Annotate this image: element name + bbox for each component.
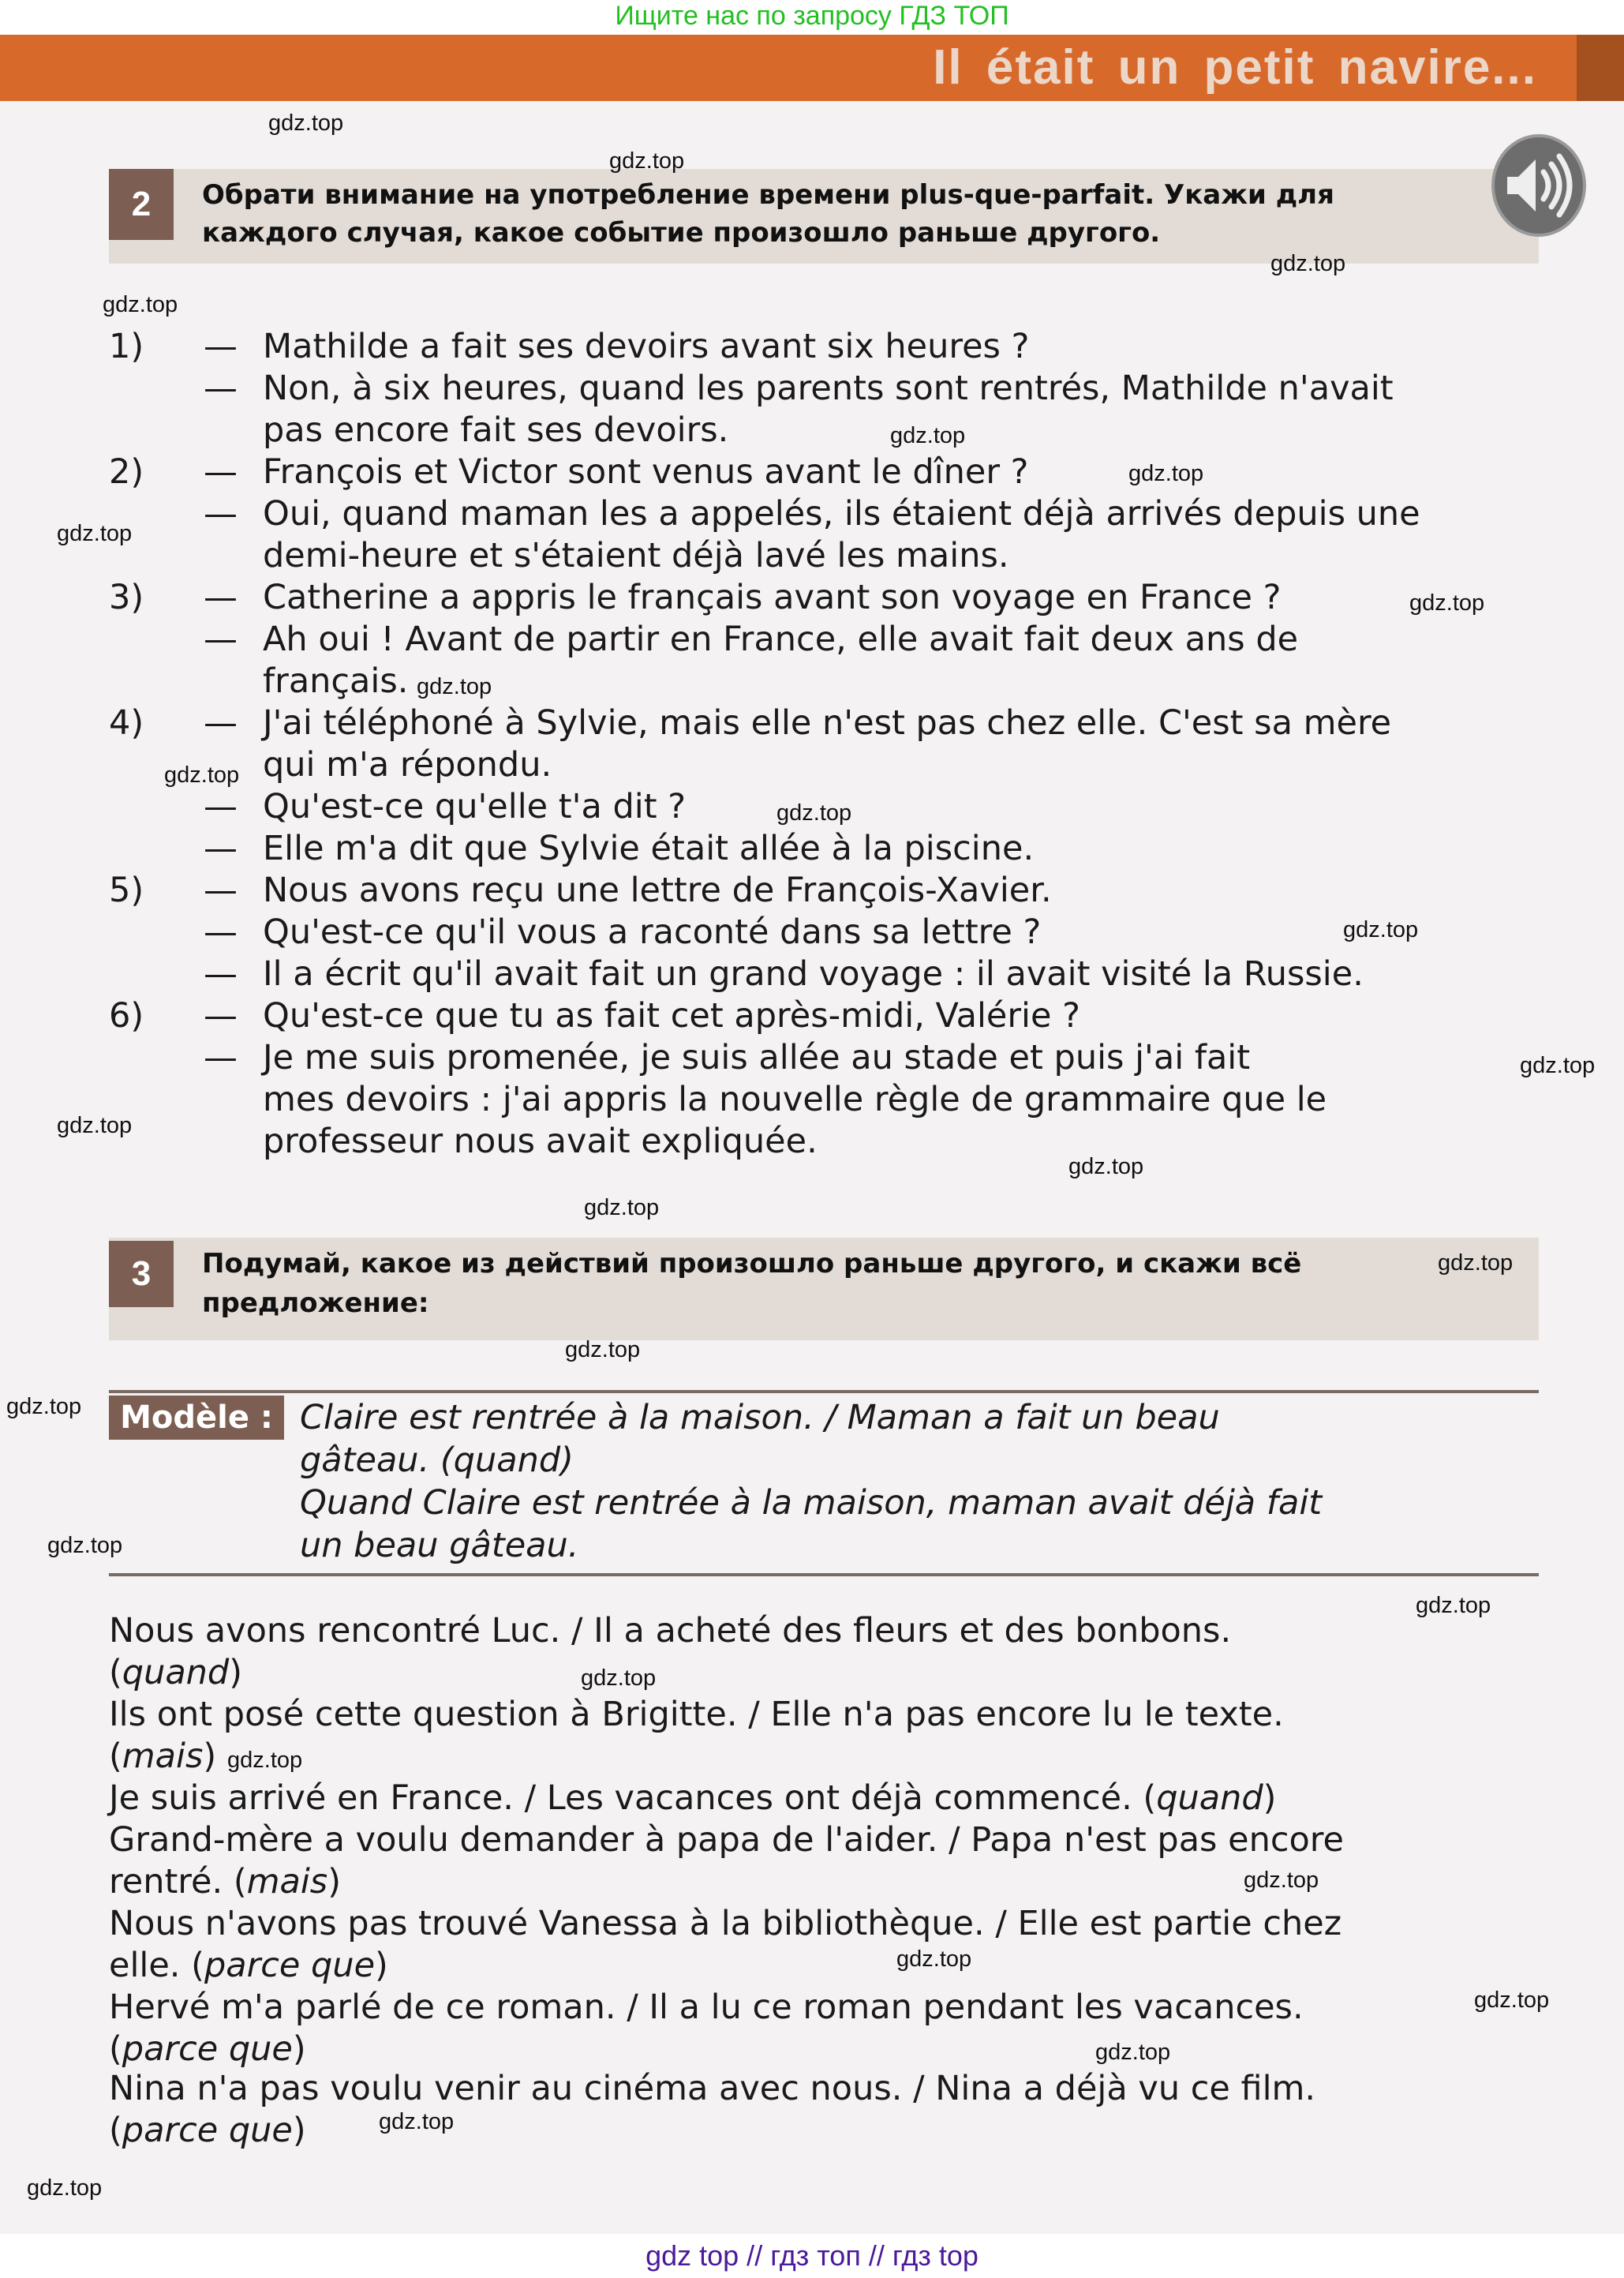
sentence-conjunction: (mais) xyxy=(109,1737,217,1776)
bottom-banner: gdz top // гдз топ // гдз top xyxy=(0,2234,1624,2278)
watermark: gdz.top xyxy=(1520,1053,1596,1078)
watermark: gdz.top xyxy=(1128,461,1204,486)
model-line: un beau gâteau. xyxy=(300,1526,579,1565)
sentence-text: rentré. xyxy=(109,1862,223,1901)
sentence: Hervé m'a parlé de ce roman. / Il a lu ce roman pendant les vacances. xyxy=(109,1988,1304,2027)
exercise-2-instruction xyxy=(109,169,1539,264)
sentence: Nina n'a pas voulu venir au cinéma avec nous. / Nina a déjà vu ce film. xyxy=(109,2069,1316,2108)
conjunction: quand xyxy=(1156,1778,1263,1818)
dash: — xyxy=(204,494,238,534)
dialogue-line: qui m'a répondu. xyxy=(263,745,552,785)
watermark: gdz.top xyxy=(268,111,344,136)
speaker-icon[interactable] xyxy=(1491,134,1586,237)
speaker-glyph xyxy=(1495,137,1583,234)
dash: — xyxy=(204,787,238,826)
instruction-line: Подумай, какое из действий произошло раньше другого, и скажи всё xyxy=(202,1248,1302,1280)
watermark: gdz.top xyxy=(164,762,240,788)
dialogue-line: Qu'est-ce qu'elle t'a dit ? xyxy=(263,787,687,826)
dialogue-line: Mathilde a fait ses devoirs avant six heures ? xyxy=(263,327,1030,366)
watermark: gdz.top xyxy=(57,521,133,546)
instruction-line: предложение: xyxy=(202,1287,429,1319)
dialogue-line: Il a écrit qu'il avait fait un grand voyage : il avait visité la Russie. xyxy=(263,954,1364,994)
dash: — xyxy=(204,996,238,1036)
watermark: gdz.top xyxy=(6,1394,82,1419)
conjunction: parce que xyxy=(204,1946,376,1985)
conjunction: mais xyxy=(246,1862,328,1901)
watermark: gdz.top xyxy=(417,674,492,699)
watermark: gdz.top xyxy=(1409,590,1485,616)
dash: — xyxy=(204,1038,238,1077)
dialogue-line: professeur nous avait expliquée. xyxy=(263,1122,818,1161)
sentence: Je suis arrivé en France. / Les vacances ont déjà commencé. (quand) xyxy=(109,1778,1277,1818)
model-top-rule xyxy=(109,1390,1539,1393)
chapter-header xyxy=(0,35,1624,101)
conjunction: parce que xyxy=(122,2111,293,2150)
dialogue-line: Je me suis promenée, je suis allée au stade et puis j'ai fait xyxy=(263,1038,1251,1077)
sentence-continuation: elle. (parce que) xyxy=(109,1946,388,1985)
item-number: 4) xyxy=(109,703,144,743)
sentence-text: elle. xyxy=(109,1946,181,1985)
exercise-number-badge: 3 xyxy=(109,1241,174,1307)
model-label: Modèle : xyxy=(109,1396,284,1440)
chapter-title: Il était un petit navire... xyxy=(933,40,1537,95)
watermark: gdz.top xyxy=(1095,2040,1171,2065)
watermark: gdz.top xyxy=(57,1113,133,1138)
sentence-conjunction: (parce que) xyxy=(109,2029,306,2069)
sentence-conjunction: (parce que) xyxy=(109,2111,306,2150)
dash: — xyxy=(204,871,238,910)
watermark: gdz.top xyxy=(565,1337,641,1362)
watermark: gdz.top xyxy=(103,292,178,317)
item-number: 6) xyxy=(109,996,144,1036)
watermark: gdz.top xyxy=(776,800,852,826)
dash: — xyxy=(204,954,238,994)
sentence: Nous n'avons pas trouvé Vanessa à la bibliothèque. / Elle est partie chez xyxy=(109,1904,1342,1943)
dash: — xyxy=(204,620,238,659)
watermark: gdz.top xyxy=(27,2175,103,2201)
watermark: gdz.top xyxy=(1270,251,1346,276)
model-bottom-rule xyxy=(109,1573,1539,1576)
sentence: Ils ont posé cette question à Brigitte. / Elle n'a pas encore lu le texte. xyxy=(109,1695,1284,1734)
item-number: 5) xyxy=(109,871,144,910)
instruction-line: Обрати внимание на употребление времени plus-que-parfait. Укажи для xyxy=(202,179,1334,211)
instruction-line: каждого случая, какое событие произошло раньше другого. xyxy=(202,217,1161,249)
dialogue-line: François et Victor sont venus avant le dîner ? xyxy=(263,452,1029,492)
dialogue-line: J'ai téléphoné à Sylvie, mais elle n'est pas chez elle. C'est sa mère xyxy=(263,703,1392,743)
watermark: gdz.top xyxy=(581,1665,657,1691)
dash: — xyxy=(204,829,238,868)
watermark: gdz.top xyxy=(1244,1868,1319,1893)
sentence: Nous avons rencontré Luc. / Il a acheté des fleurs et des bonbons. xyxy=(109,1611,1232,1650)
conjunction: quand xyxy=(122,1653,230,1692)
exercise-3-instruction xyxy=(109,1238,1539,1340)
exercise-number-badge: 2 xyxy=(109,169,174,240)
conjunction: parce que xyxy=(122,2029,293,2069)
watermark: gdz.top xyxy=(1474,1988,1550,2013)
dialogue-line: Nous avons reçu une lettre de François-Xavier. xyxy=(263,871,1052,910)
dialogue-line: pas encore fait ses devoirs. xyxy=(263,410,729,450)
model-line: gâteau. (quand) xyxy=(300,1441,574,1480)
dash: — xyxy=(204,452,238,492)
model-line: Claire est rentrée à la maison. / Maman a fait un beau xyxy=(300,1398,1220,1437)
sentence: Grand-mère a voulu demander à papa de l'aider. / Papa n'est pas encore xyxy=(109,1820,1344,1860)
sentence-conjunction: (quand) xyxy=(109,1653,243,1692)
dialogue-line: Ah oui ! Avant de partir en France, elle avait fait deux ans de xyxy=(263,620,1299,659)
dialogue-line: Non, à six heures, quand les parents sont rentrés, Mathilde n'avait xyxy=(263,369,1394,408)
model-line: Quand Claire est rentrée à la maison, maman avait déjà fait xyxy=(300,1483,1323,1523)
watermark: gdz.top xyxy=(1068,1154,1144,1179)
dialogue-line: français. xyxy=(263,661,409,701)
conjunction: mais xyxy=(122,1737,204,1776)
dialogue-line: Elle m'a dit que Sylvie était allée à la piscine. xyxy=(263,829,1035,868)
dialogue-line: demi-heure et s'étaient déjà lavé les mains. xyxy=(263,536,1009,575)
dash: — xyxy=(204,369,238,408)
watermark: gdz.top xyxy=(1343,917,1419,942)
item-number: 3) xyxy=(109,578,144,617)
dialogue-line: mes devoirs : j'ai appris la nouvelle règle de grammaire que le xyxy=(263,1080,1327,1119)
item-number: 2) xyxy=(109,452,144,492)
sentence-continuation: rentré. (mais) xyxy=(109,1862,341,1901)
watermark: gdz.top xyxy=(896,1946,972,1972)
sentence-text: Je suis arrivé en France. / Les vacances ont déjà commencé. xyxy=(109,1778,1132,1818)
dash: — xyxy=(204,912,238,952)
dash: — xyxy=(204,327,238,366)
item-number: 1) xyxy=(109,327,144,366)
watermark: gdz.top xyxy=(379,2109,455,2134)
watermark: gdz.top xyxy=(47,1533,123,1558)
dialogue-line: Qu'est-ce que tu as fait cet après-midi, Valérie ? xyxy=(263,996,1080,1036)
top-banner: Ищите нас по запросу ГДЗ ТОП xyxy=(615,1,1009,31)
dialogue-line: Oui, quand maman les a appelés, ils étaient déjà arrivés depuis une xyxy=(263,494,1420,534)
watermark: gdz.top xyxy=(1438,1250,1514,1276)
watermark: gdz.top xyxy=(227,1748,303,1773)
header-edge xyxy=(1577,35,1624,101)
dash: — xyxy=(204,703,238,743)
dialogue-line: Catherine a appris le français avant son voyage en France ? xyxy=(263,578,1282,617)
watermark: gdz.top xyxy=(890,423,966,448)
dialogue-line: Qu'est-ce qu'il vous a raconté dans sa lettre ? xyxy=(263,912,1042,952)
watermark: gdz.top xyxy=(584,1195,660,1220)
watermark: gdz.top xyxy=(609,148,685,174)
watermark: gdz.top xyxy=(1416,1593,1491,1618)
dash: — xyxy=(204,578,238,617)
